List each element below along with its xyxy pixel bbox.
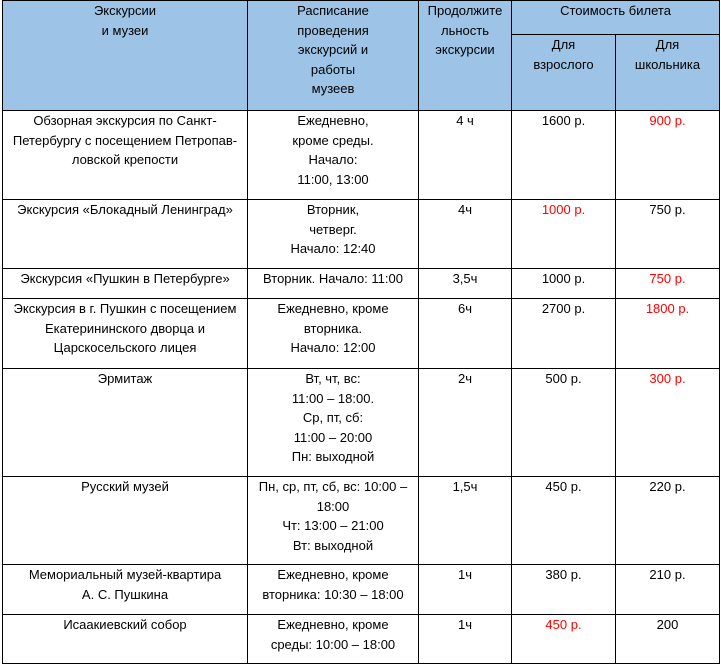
adult-price-cell: 1000 р. [512, 200, 616, 269]
header-schedule: Расписание проведения экскурсий и работы музеев [248, 1, 419, 111]
student-price-cell: 750 р. [616, 269, 720, 299]
student-price-cell: 300 р. [616, 369, 720, 477]
excursion-name: Экскурсия в г. Пушкин с посещением Екатерининского дворца и Царскосельского лицея [3, 299, 248, 369]
duration-cell: 6ч [419, 299, 512, 369]
excursion-name: Исаакиевский собор [3, 615, 248, 664]
table-row [3, 111, 720, 200]
table-row [3, 565, 720, 615]
duration-cell: 1,5ч [419, 477, 512, 565]
excursion-name: Эрмитаж [3, 369, 248, 477]
table-row [3, 299, 720, 369]
adult-price-cell: 380 р. [512, 565, 616, 615]
adult-price-cell: 500 р. [512, 369, 616, 477]
adult-price-cell: 1600 р. [512, 111, 616, 200]
schedule-cell: Пн, ср, пт, сб, вс: 10:00 – 18:00 Чт: 13:00 – 21:00 Вт: выходной [248, 477, 419, 565]
duration-cell: 1ч [419, 565, 512, 615]
student-price-cell: 900 р. [616, 111, 720, 200]
adult-price-cell: 1000 р. [512, 269, 616, 299]
header-price: Стоимость билета [512, 1, 720, 35]
schedule-cell: Ежедневно, кроме вторника. Начало: 12:00 [248, 299, 419, 369]
schedule-cell: Ежедневно, кроме среды: 10:00 – 18:00 [248, 615, 419, 664]
adult-price-cell: 450 р. [512, 615, 616, 664]
schedule-cell: Ежедневно, кроме вторника: 10:30 – 18:00 [248, 565, 419, 615]
adult-price-cell: 450 р. [512, 477, 616, 565]
excursions-table [2, 0, 720, 664]
duration-cell: 4ч [419, 200, 512, 269]
adult-price-cell: 2700 р. [512, 299, 616, 369]
duration-cell: 2ч [419, 369, 512, 477]
schedule-cell: Вт, чт, вс: 11:00 – 18:00. Ср, пт, сб: 11:00 – 20:00 Пн: выходной [248, 369, 419, 477]
duration-cell: 4 ч [419, 111, 512, 200]
schedule-cell: Вторник, четверг. Начало: 12:40 [248, 200, 419, 269]
student-price-cell: 1800 р. [616, 299, 720, 369]
duration-cell: 1ч [419, 615, 512, 664]
excursion-name: Обзорная экскурсия по Санкт- Петербургу с посещением Петропав- ловской крепости [3, 111, 248, 200]
duration-cell: 3,5ч [419, 269, 512, 299]
excursion-name: Мемориальный музей-квартира А. С. Пушкина [3, 565, 248, 615]
table-row [3, 269, 720, 299]
header-adult: Для взрослого [512, 35, 616, 111]
table-row [3, 477, 720, 565]
excursion-name: Экскурсия «Блокадный Ленинград» [3, 200, 248, 269]
student-price-cell: 220 р. [616, 477, 720, 565]
header-duration: Продолжите льность экскурсии [419, 1, 512, 111]
schedule-cell: Ежедневно, кроме среды. Начало: 11:00, 13:00 [248, 111, 419, 200]
excursion-name: Экскурсия «Пушкин в Петербурге» [3, 269, 248, 299]
excursion-name: Русский музей [3, 477, 248, 565]
table-row [3, 615, 720, 664]
table-row [3, 369, 720, 477]
schedule-cell: Вторник. Начало: 11:00 [248, 269, 419, 299]
header-excursions: Экскурсии и музеи [3, 1, 248, 111]
table-row [3, 200, 720, 269]
student-price-cell: 750 р. [616, 200, 720, 269]
student-price-cell: 200 [616, 615, 720, 664]
student-price-cell: 210 р. [616, 565, 720, 615]
header-student: Для школьника [616, 35, 720, 111]
